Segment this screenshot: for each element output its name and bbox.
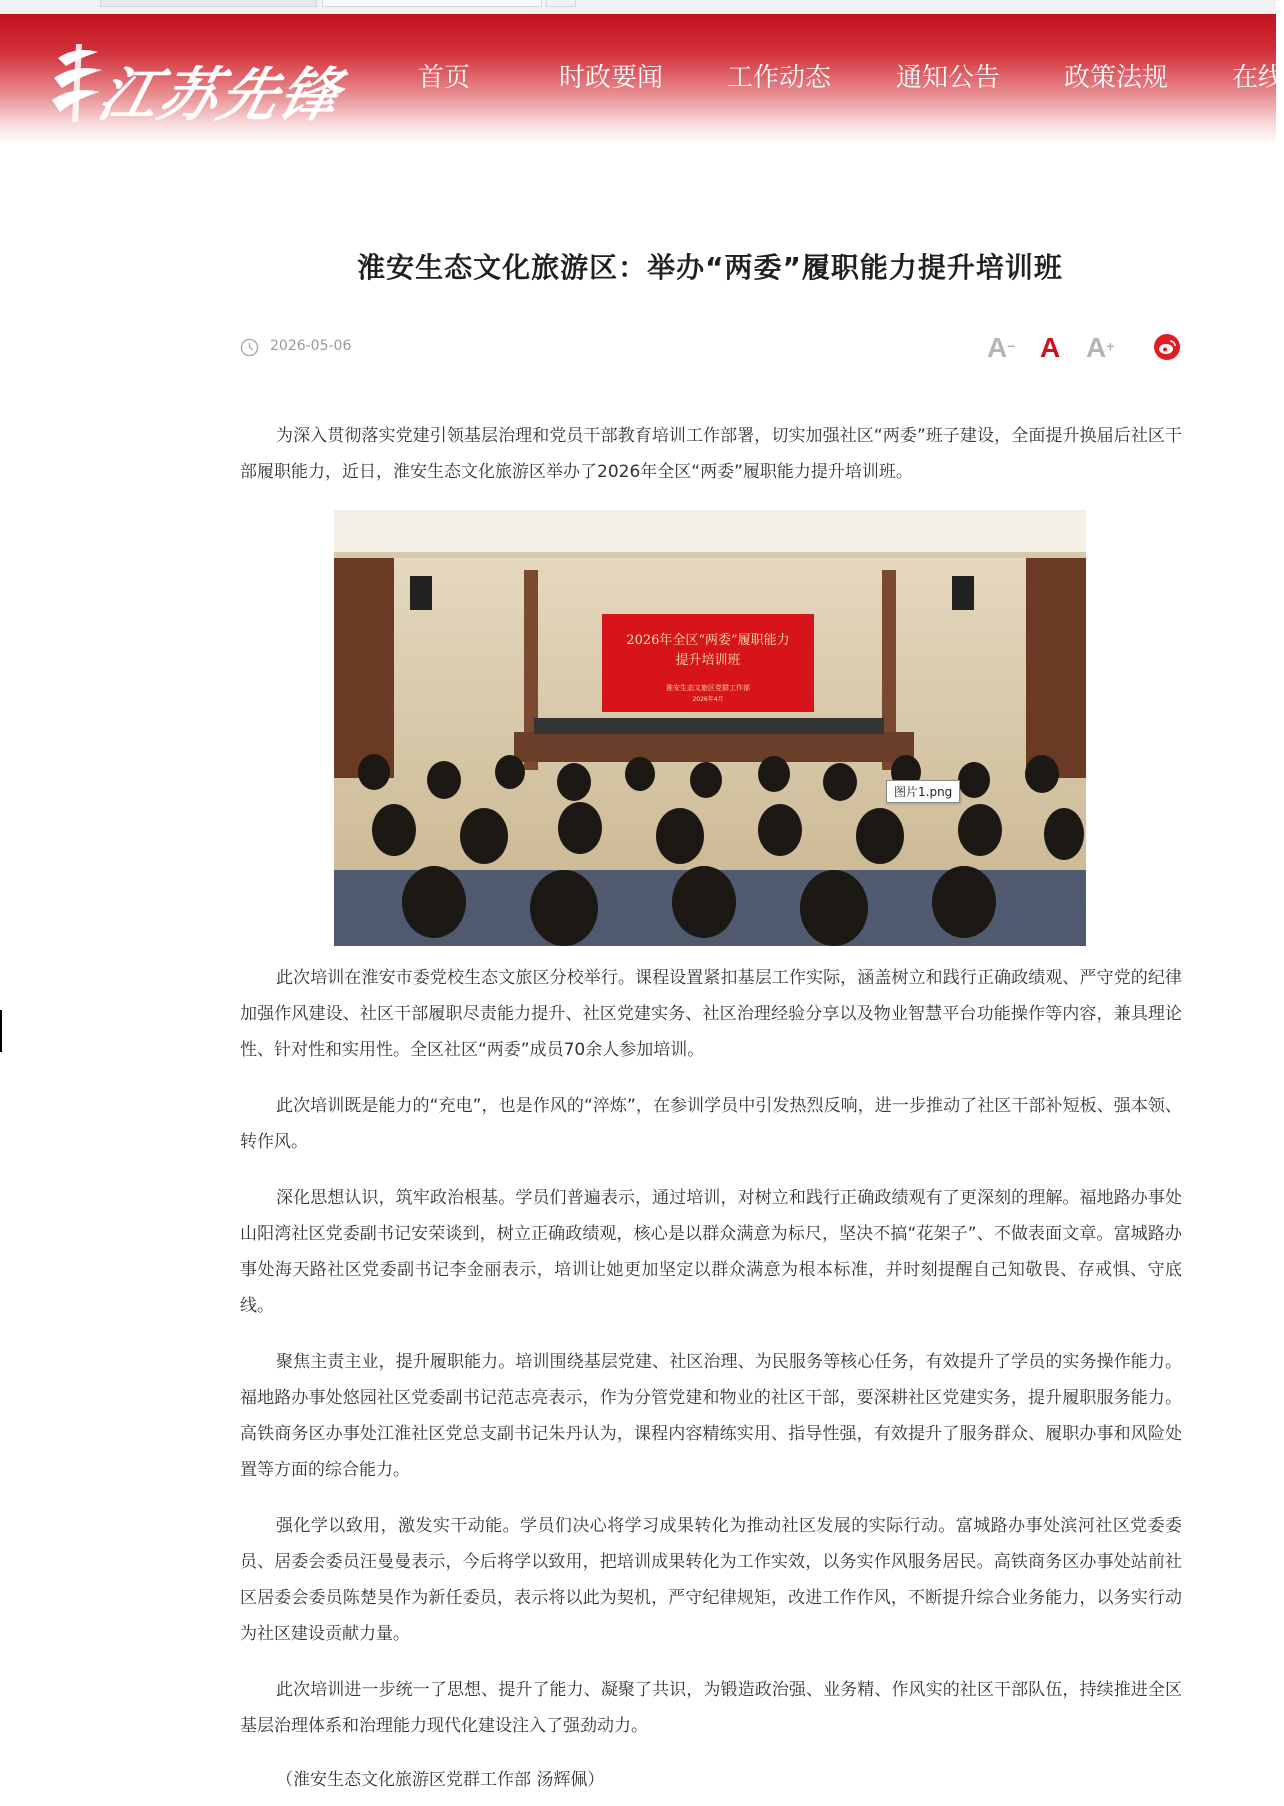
weibo-icon	[1154, 334, 1180, 360]
publish-date: 2026-05-06	[270, 338, 352, 354]
site-header	[0, 14, 1284, 144]
font-decrease-button[interactable]	[987, 334, 1015, 362]
banner-text-line3: 淮安生态文旅区党群工作部	[666, 684, 750, 692]
font-increase-sup: +	[1106, 338, 1115, 354]
article-paragraph: 此次培训在淮安市委党校生态文旅区分校举行。课程设置紧扣基层工作实际，涵盖树立和践行正确政绩观、严守党的纪律加强作风建设、社区干部履职尽责能力提升、社区党建实务、社区治理经验分享以及物业智慧平台功能操作等内容，兼具理论性、针对性和实用性。全区社区“两委”成员70余人参加培训。	[240, 968, 1182, 1060]
nav-item-policies[interactable]: 政策法规	[1064, 63, 1169, 93]
banner-text-line2: 提升培训班	[675, 653, 741, 668]
article-title: 淮安生态文化旅游区：举办“两委”履职能力提升培训班	[357, 251, 1063, 284]
browser-tab-active[interactable]	[322, 0, 542, 7]
text-cursor	[0, 1010, 2, 1052]
article-paragraph: 此次培训既是能力的“充电”，也是作风的“淬炼”，在参训学员中引发热烈反响，进一步推动了社区干部补短板、强本领、转作风。	[240, 1096, 1182, 1152]
article-paragraph: 强化学以致用，激发实干动能。学员们决心将学习成果转化为推动社区发展的实际行动。富城路办事处滨河社区党委委员、居委会委员汪曼曼表示，今后将学以致用，把培训成果转化为工作实效，以务实作风服务居民。高铁商务区办事处站前社区居委会委员陈楚昊作为新任委员，表示将以此为契机，严守纪律规矩，改进工作作风，不断提升综合业务能力，以务实行动为社区建设贡献力量。	[240, 1516, 1182, 1644]
browser-tab-strip	[0, 0, 1276, 15]
logo-wordmark: 江苏先锋	[91, 61, 349, 129]
image-filename-tooltip: 图片1.png	[886, 780, 960, 803]
clock-icon	[240, 338, 259, 357]
article-paragraph: 此次培训进一步统一了思想、提升了能力、凝聚了共识，为锻造政治强、业务精、作风实的社区干部队伍，持续推进全区基层治理体系和治理能力现代化建设注入了强劲动力。	[240, 1680, 1182, 1736]
article-photo	[334, 510, 1086, 946]
article-paragraph: 聚焦主责主业，提升履职能力。培训围绕基层党建、社区治理、为民服务等核心任务，有效提升了学员的实务操作能力。福地路办事处悠园社区党委副书记范志亮表示，作为分管党建和物业的社区干部，要深耕社区党建实务，提升履职服务能力。高铁商务区办事处江淮社区党总支副书记朱丹认为，课程内容精练实用、指导性强，有效提升了服务群众、履职办事和风险处置等方面的综合能力。	[240, 1352, 1182, 1480]
weibo-share-button[interactable]	[1154, 334, 1180, 360]
nav-item-online[interactable]: 在线	[1232, 63, 1284, 93]
main-nav	[0, 58, 1284, 98]
font-normal-button[interactable]	[1040, 334, 1060, 362]
nav-item-work-updates[interactable]: 工作动态	[727, 63, 832, 93]
article-paragraph: 为深入贯彻落实党建引领基层治理和党员干部教育培训工作部署，切实加强社区“两委”班子建设，全面提升换届后社区干部履职能力，近日，淮安生态文化旅游区举办了2026年全区“两委”履职能力提升培训班。	[240, 426, 1182, 482]
article-paragraph: 深化思想认识，筑牢政治根基。学员们普遍表示，通过培训，对树立和践行正确政绩观有了更深刻的理解。福地路办事处山阳湾社区党委副书记安荣谈到，树立正确政绩观，核心是以群众满意为标尺，坚决不搞“花架子”、不做表面文章。富城路办事处海天路社区党委副书记李金丽表示，培训让她更加坚定以群众满意为根本标准，并时刻提醒自己知敬畏、存戒惧、守底线。	[240, 1188, 1182, 1316]
font-normal-label: A	[1040, 332, 1061, 363]
browser-new-tab-button[interactable]	[546, 0, 576, 7]
banner-text-line1: 2026年全区“两委”履职能力	[626, 633, 790, 648]
font-decrease-sup: −	[1007, 338, 1016, 354]
nav-item-notices[interactable]: 通知公告	[896, 63, 1001, 93]
nav-item-news[interactable]: 时政要闻	[559, 63, 664, 93]
font-increase-label: A	[1086, 332, 1107, 363]
article-meta	[240, 334, 1182, 364]
font-increase-button[interactable]	[1086, 334, 1114, 362]
font-decrease-label: A	[987, 332, 1008, 363]
banner-text-line4: 2026年4月	[692, 696, 724, 703]
browser-tab[interactable]	[100, 0, 317, 7]
training-hall-photo	[334, 510, 1086, 946]
nav-item-home[interactable]: 首页	[418, 63, 471, 93]
article-author-credit: （淮安生态文化旅游区党群工作部 汤辉佩）	[276, 1770, 605, 1790]
